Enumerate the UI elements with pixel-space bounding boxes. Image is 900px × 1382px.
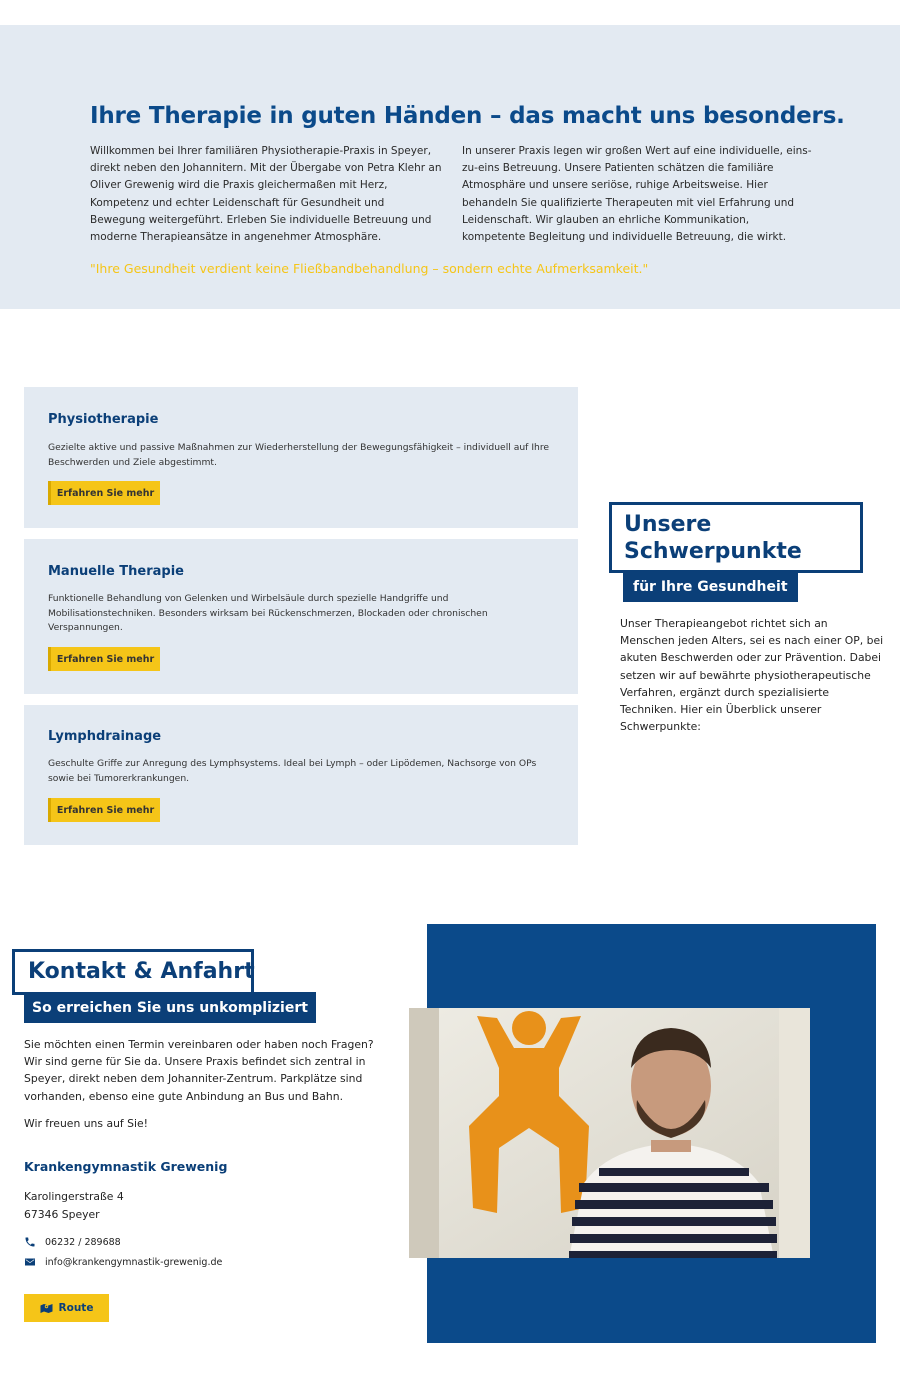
intro-text-right: In unserer Praxis legen wir großen Wert auf eine individuelle, eins-zu-eins Betreuung. Unsere Patienten schätzen die familiäre Atmosphäre und unsere seriöse, ruhige Arbeitsweise. Hier behandeln Sie qualifizierte Therapeuten mit viel Erfahrung und Leidenschaft. Wir glauben an ehrliche Kommunikation, kompetente Begleitung und individuelle Betreuung, die wirkt. — [462, 145, 812, 244]
service-desc: Funktionelle Behandlung von Gelenken und Wirbelsäule durch spezielle Handgriffe und Mobilisationstechniken. Besonders wirksam bei Rückenschmerzen, Blockaden oder chronischen Verspannungen. — [48, 593, 488, 634]
phone-icon — [24, 1236, 36, 1248]
intro-quote: "Ihre Gesundheit verdient keine Fließbandbehandlung – sondern echte Aufmerksamkeit." — [90, 261, 649, 276]
map-icon — [40, 1302, 53, 1314]
more-button[interactable]: Erfahren Sie mehr — [48, 647, 160, 671]
phone-link[interactable] — [24, 1236, 121, 1248]
email-link[interactable] — [24, 1256, 222, 1268]
address-city: 67346 Speyer — [24, 1207, 100, 1221]
service-card-lymphdrainage — [24, 705, 578, 845]
service-title: Physiotherapie — [48, 412, 159, 427]
more-button[interactable]: Erfahren Sie mehr — [48, 798, 160, 822]
service-title: Lymphdrainage — [48, 729, 162, 744]
intro-section — [0, 25, 900, 309]
schwerpunkte-text: Unser Therapieangebot richtet sich an Menschen jeden Alters, sei es nach einer OP, bei akuten Beschwerden oder zur Prävention. Dabei setzen wir auf bewährte physiotherapeutische Verfahren, ergänzt durch spezialisierte Techniken. Hier ein Überblick unserer Schwerpunkte: — [620, 617, 884, 734]
address-street: Karolingerstraße 4 — [24, 1190, 124, 1203]
intro-text-left: Willkommen bei Ihrer familiären Physiotherapie-Praxis in Speyer, direkt neben den Johannitern. Mit der Übergabe von Petra Klehr an Oliver Grewenig wird die Praxis gleichermaßen mit Herz, Kompetenz und echter Leidenschaft für Gesundheit und Bewegung weitergeführt. Erleben Sie individuelle Betreuung und moderne Therapieansätze in angenehmer Atmosphäre. — [90, 145, 442, 244]
schwerpunkte-title: Unsere Schwerpunkte — [624, 512, 802, 564]
service-desc: Geschulte Griffe zur Anregung des Lymphsystems. Ideal bei Lymph – oder Lipödemen, Nachsorge von OPs sowie bei Tumorerkrankungen. — [48, 758, 537, 784]
email-address: info@krankengymnastik-grewenig.de — [45, 1256, 223, 1268]
intro-title: Ihre Therapie in guten Händen – das macht uns besonders. — [90, 103, 845, 129]
more-button[interactable]: Erfahren Sie mehr — [48, 481, 160, 505]
mail-icon — [24, 1256, 36, 1268]
contact-greeting: Wir freuen uns auf Sie! — [24, 1117, 148, 1130]
contact-subtitle: So erreichen Sie uns unkompliziert — [24, 992, 316, 1023]
service-desc: Gezielte aktive und passive Maßnahmen zur Wiederherstellung der Bewegungsfähigkeit – individuell auf Ihre Beschwerden und Ziele abgestimmt. — [48, 442, 550, 468]
address — [24, 1188, 124, 1223]
schwerpunkte-subtitle: für Ihre Gesundheit — [623, 572, 798, 602]
contact-title: Kontakt & Anfahrt — [28, 959, 255, 984]
contact-text: Sie möchten einen Termin vereinbaren oder haben noch Fragen? Wir sind gerne für Sie da. Unsere Praxis befindet sich zentral in Speyer, direkt neben dem Johanniter-Zentrum. Parkplätze sind vorhanden, ebenso eine gute Anbindung an Bus und Bahn. — [24, 1038, 374, 1103]
company-name: Krankengymnastik Grewenig — [24, 1159, 228, 1174]
contact-heading-box — [12, 949, 254, 995]
service-title: Manuelle Therapie — [48, 564, 184, 579]
service-card-physiotherapie — [24, 387, 578, 528]
route-button[interactable] — [24, 1294, 109, 1322]
service-card-manuelle-therapie — [24, 539, 578, 694]
route-label: Route — [58, 1302, 94, 1314]
schwerpunkte-heading-box — [609, 502, 863, 573]
phone-number: 06232 / 289688 — [45, 1236, 121, 1248]
team-photo — [409, 1008, 810, 1258]
